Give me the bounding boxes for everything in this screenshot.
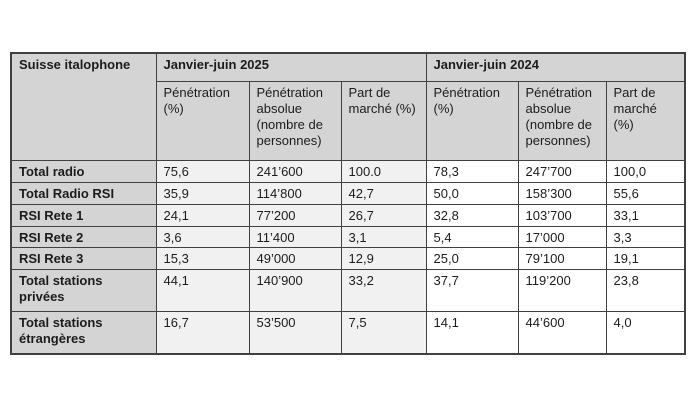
- cell-value: 79’100: [518, 248, 606, 270]
- cell-value: 247’700: [518, 161, 606, 183]
- column-header-penetration-abs-2024: Pénétration absolue (nombre de personnes): [518, 82, 606, 161]
- cell-value: 55,6: [606, 182, 685, 204]
- cell-value: 49’000: [249, 248, 341, 270]
- column-header-penetration-pct-2025: Pénétration (%): [156, 82, 249, 161]
- cell-value: 7,5: [341, 312, 426, 354]
- cell-value: 119’200: [518, 270, 606, 312]
- table-row-total-stations-privees: [11, 270, 685, 312]
- corner-header-cell: Suisse italophone: [11, 53, 156, 161]
- cell-value: 37,7: [426, 270, 518, 312]
- table-row-total-radio-rsi: [11, 182, 685, 204]
- table-row-rsi-rete-3: [11, 248, 685, 270]
- column-header-market-share-2024: Part de marché (%): [606, 82, 685, 161]
- header-group-row: [11, 53, 685, 82]
- cell-value: 44,1: [156, 270, 249, 312]
- cell-value: 26,7: [341, 204, 426, 226]
- cell-value: 35,9: [156, 182, 249, 204]
- cell-value: 241’600: [249, 161, 341, 183]
- table-row-rsi-rete-2: [11, 226, 685, 248]
- row-label: RSI Rete 3: [11, 248, 156, 270]
- column-header-market-share-2025: Part de marché (%): [341, 82, 426, 161]
- group-header-2024: Janvier-juin 2024: [426, 53, 685, 82]
- cell-value: 12,9: [341, 248, 426, 270]
- column-header-penetration-pct-2024: Pénétration (%): [426, 82, 518, 161]
- cell-value: 33,2: [341, 270, 426, 312]
- cell-value: 78,3: [426, 161, 518, 183]
- cell-value: 19,1: [606, 248, 685, 270]
- cell-value: 53’500: [249, 312, 341, 354]
- cell-value: 25,0: [426, 248, 518, 270]
- cell-value: 33,1: [606, 204, 685, 226]
- cell-value: 3,3: [606, 226, 685, 248]
- cell-value: 14,1: [426, 312, 518, 354]
- row-label: RSI Rete 1: [11, 204, 156, 226]
- cell-value: 100,0: [606, 161, 685, 183]
- cell-value: 75,6: [156, 161, 249, 183]
- cell-value: 32,8: [426, 204, 518, 226]
- cell-value: 23,8: [606, 270, 685, 312]
- cell-value: 11’400: [249, 226, 341, 248]
- row-label: RSI Rete 2: [11, 226, 156, 248]
- cell-value: 158’300: [518, 182, 606, 204]
- cell-value: 5,4: [426, 226, 518, 248]
- cell-value: 17’000: [518, 226, 606, 248]
- column-header-penetration-abs-2025: Pénétration absolue (nombre de personnes): [249, 82, 341, 161]
- row-label: Total Radio RSI: [11, 182, 156, 204]
- cell-value: 103’700: [518, 204, 606, 226]
- row-label: Total radio: [11, 161, 156, 183]
- cell-value: 44’600: [518, 312, 606, 354]
- cell-value: 3,1: [341, 226, 426, 248]
- cell-value: 140’900: [249, 270, 341, 312]
- cell-value: 4,0: [606, 312, 685, 354]
- table-row-total-stations-etrangeres: [11, 312, 685, 354]
- statistics-table-container: [10, 52, 686, 355]
- radio-audience-table: [10, 52, 686, 355]
- cell-value: 15,3: [156, 248, 249, 270]
- cell-value: 42,7: [341, 182, 426, 204]
- table-row-total-radio: [11, 161, 685, 183]
- row-label: Total stations privées: [11, 270, 156, 312]
- cell-value: 114’800: [249, 182, 341, 204]
- cell-value: 24,1: [156, 204, 249, 226]
- cell-value: 77’200: [249, 204, 341, 226]
- cell-value: 100.0: [341, 161, 426, 183]
- cell-value: 3,6: [156, 226, 249, 248]
- row-label: Total stations étrangères: [11, 312, 156, 354]
- table-row-rsi-rete-1: [11, 204, 685, 226]
- cell-value: 50,0: [426, 182, 518, 204]
- group-header-2025: Janvier-juin 2025: [156, 53, 426, 82]
- cell-value: 16,7: [156, 312, 249, 354]
